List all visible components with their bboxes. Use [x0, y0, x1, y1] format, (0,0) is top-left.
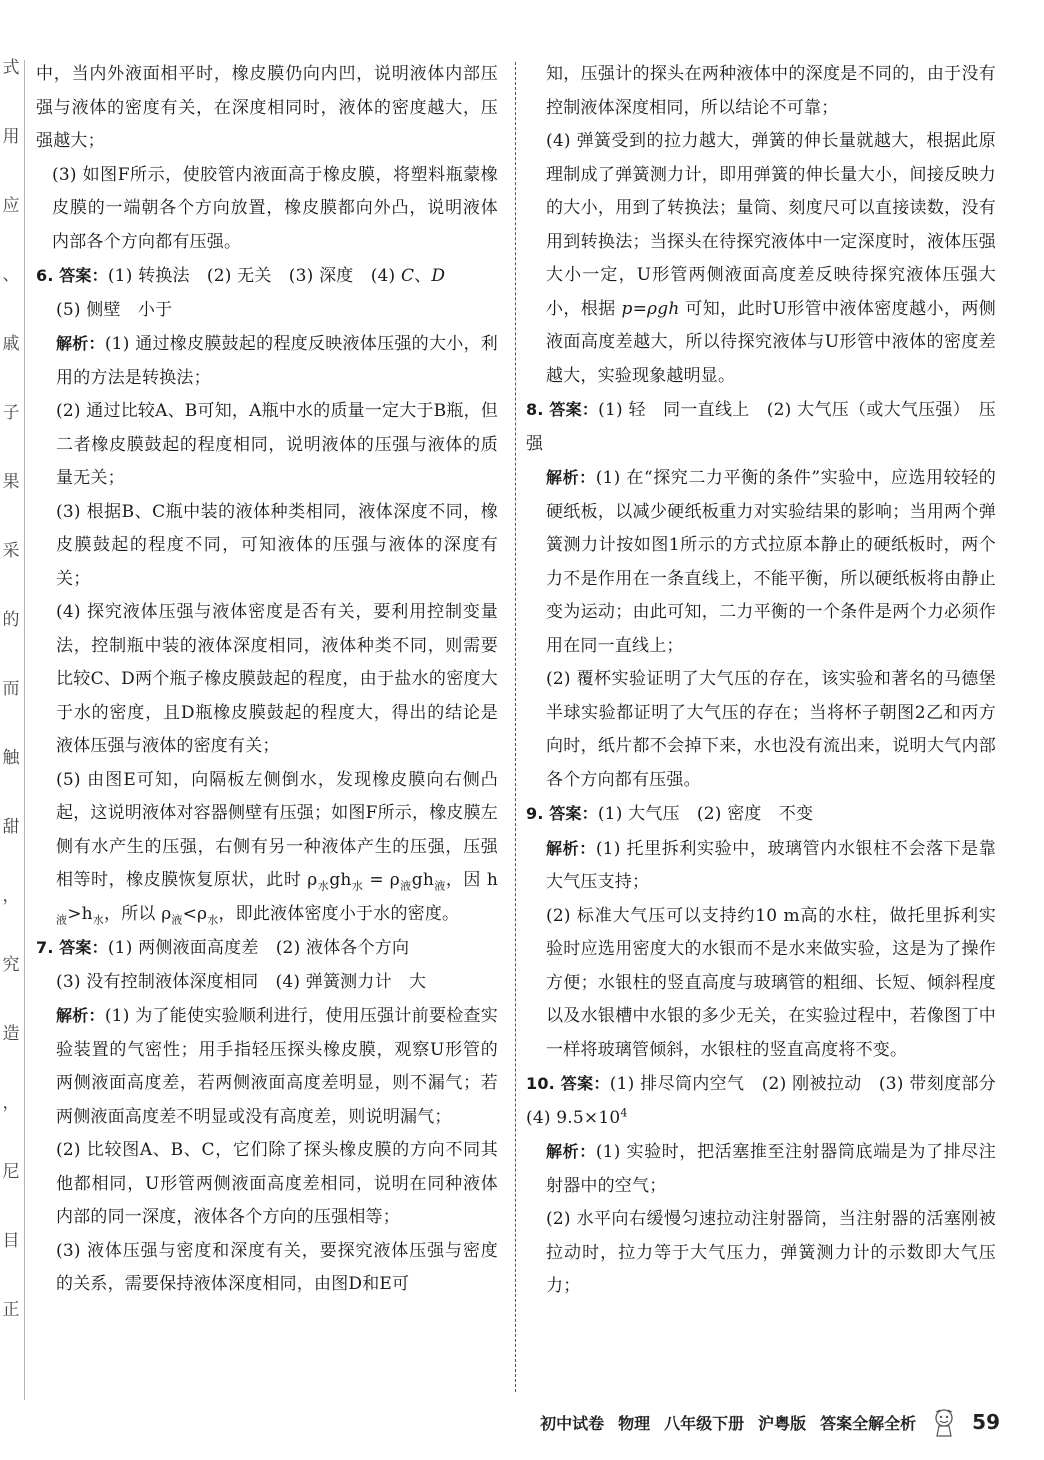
footer-series: 初中试卷: [540, 1413, 605, 1433]
margin-char: ，: [2, 1093, 20, 1113]
explanation-text: (2) 标准大气压可以支持约10 m高的水柱，做托里拆利实验时应选用密度大的水银而不是水来做实验，这是为了操作方便；水银柱的竖直高度与玻璃管的粗细、长短、倾斜程度以及水银槽中水银的多少无关，在实验过程中，若像图丁中一样将玻璃管倾斜，水银柱的竖直高度将不变。: [546, 905, 996, 1060]
explanation-text: (2) 覆杯实验证明了大气压的存在，该实验和著名的马德堡半球实验都证明了大气压的存在；当将杯子朝图2乙和丙方向时，纸片都不会掉下来，水也没有流出来，说明大气内部各个方向都有压强。: [546, 669, 996, 790]
explanation-text: (4) 探究液体压强与液体密度是否有关，要利用控制变量法，控制瓶中装的液体深度相同，液体种类不同，则需要比较C、D两个瓶子橡皮膜鼓起的程度，由于盐水的密度大于水的密度，且D瓶橡皮膜鼓起的程度大，得出的结论是液体压强与液体的密度有关；: [56, 602, 498, 756]
margin-char: 子: [2, 403, 20, 423]
margin-char: 戚: [2, 334, 20, 354]
answer-text: (1) 轻 同一直线上 (2) 大气压（或大气压强） 压强: [526, 400, 996, 454]
answer-text: (1) 大气压 (2) 密度 不变: [597, 804, 814, 824]
explanation-text: (1) 实验时，把活塞推至注射器筒底端是为了排尽注射器中的空气；: [546, 1142, 996, 1196]
explanation-tag: 解析：: [546, 1142, 596, 1161]
paragraph: 知，压强计的探头在两种液体中的深度是不同的，由于没有控制液体深度相同，所以结论不可靠；: [546, 64, 996, 118]
answer-text: C: [400, 266, 415, 286]
answer-tag: 答案：: [59, 266, 108, 285]
footer-subject: 物理: [618, 1413, 651, 1433]
explanation-text: (1) 通过橡皮膜鼓起的程度反映液体压强的大小，利用的方法是转换法；: [56, 334, 498, 388]
answer-text: (1) 两侧液面高度差 (2) 液体各个方向: [107, 938, 410, 958]
column-divider: [515, 62, 516, 1392]
exponent: 4: [620, 1105, 628, 1119]
margin-char: 目: [2, 1231, 20, 1251]
answer-text: 、: [414, 266, 432, 286]
margin-char: 式: [2, 58, 20, 78]
margin-char: 究: [2, 955, 20, 975]
explanation-text: (2) 比较图A、B、C，它们除了探头橡皮膜的方向不同其他都相同，U形管两侧液面高度差相同，说明在同种液体内部的同一深度，液体各个方向的压强相等；: [56, 1140, 498, 1227]
margin-char: 正: [2, 1300, 20, 1320]
question-number: 6.: [36, 266, 54, 285]
explanation: [36, 327, 498, 395]
explanation-tag: 解析：: [546, 838, 596, 858]
explanation: [526, 1135, 996, 1203]
explanation-tag: 解析：: [56, 334, 105, 353]
margin-char: 甜: [2, 817, 20, 837]
explanation: [36, 999, 498, 1134]
footer-edition: 沪粤版: [758, 1413, 807, 1433]
explanation-tag: 解析：: [56, 1006, 105, 1025]
page-footer: [440, 1404, 1000, 1440]
answer-tag: 答案：: [549, 804, 598, 823]
question-7-answer: [36, 931, 498, 966]
margin-char: 造: [2, 1024, 20, 1044]
answer-text: (5) 侧壁 小于: [56, 299, 173, 320]
explanation-text: (3) 液体压强与密度和深度有关，要探究液体压强与密度的关系，需要保持液体深度相同，由图D和E可: [56, 1240, 498, 1294]
paragraph: (4) 弹簧受到的拉力越大，弹簧的伸长量就越大，根据此原理制成了弹簧测力计，即用弹簧的伸长量大小，间接反映力的大小，用到了转换法；量筒、刻度尺可以直接读数，没有用到转换法；当探头在待探究液体中一定深度时，液体压强大小一定，U形管两侧液面高度差反映待探究液体压强大小，根据 p=ρgh 可知，此时U形管中液体密度越小，两侧液面高度差越大，所以待探究液体与U形管中液体的密度差越大，实验现象越明显。: [546, 131, 996, 386]
margin-char: 而: [2, 679, 20, 699]
explanation-text: (3) 根据B、C瓶中装的液体种类相同，液体深度不同，橡皮膜鼓起的程度不同，可知液体的压强与液体的深度有关；: [56, 501, 498, 589]
answer-text: D: [431, 266, 446, 286]
answer-tag: 答案：: [560, 1074, 610, 1093]
explanation-text: (2) 水平向右缓慢匀速拉动注射器筒，当注射器的活塞刚被拉动时，拉力等于大气压力，弹簧测力计的示数即大气压力；: [546, 1209, 996, 1296]
explanation: [526, 832, 996, 900]
footer-grade: 八年级下册: [664, 1413, 745, 1433]
question-number: 7.: [36, 938, 54, 957]
margin-char: 应: [2, 196, 20, 216]
margin-char: 尼: [2, 1162, 20, 1182]
question-6-answer: [36, 259, 498, 294]
question-9-answer: [526, 797, 996, 832]
margin-char: 的: [2, 610, 20, 630]
right-column: [526, 58, 1014, 1398]
explanation-text: (5) 由图E可知，向隔板左侧倒水，发现橡皮膜向右侧凸起，这说明液体对容器侧壁有压强；如图F所示，橡皮膜左侧有水产生的压强，右侧有另一种液体产生的压强，压强相等时，橡皮膜恢复原状，此时 $\rho_水gh_水 = \rho_液gh_液$，因 $h_液>h_水$，所以 $\rho_液<\rho_水$，即此液体密度小于水的密度。: [56, 769, 499, 926]
binding-margin-text: [0, 60, 22, 1400]
margin-char: 、: [2, 265, 20, 285]
explanation: [526, 461, 996, 663]
question-number: 9.: [526, 804, 544, 823]
answer-tag: 答案：: [59, 938, 108, 957]
explanation-tag: 解析：: [546, 468, 596, 487]
mascot-icon: [930, 1407, 958, 1437]
answer-tag: 答案：: [549, 400, 599, 419]
footer-brand: 答案全解全析: [820, 1413, 917, 1433]
explanation-text: (1) 托里拆利实验中，玻璃管内水银柱不会落下是靠大气压支持；: [546, 838, 996, 892]
page-number: 59: [972, 1410, 1000, 1434]
binding-margin-line: [24, 60, 25, 1400]
explanation-text: (1) 在“探究二力平衡的条件”实验中，应选用较轻的硬纸板，以减少硬纸板重力对实验结果的影响；当用两个弹簧测力计按如图1所示的方式拉原本静止的硬纸板时，两个力不是作用在一条直线上，不能平衡，所以硬纸板将由静止变为运动；由此可知，二力平衡的一个条件是两个力必须作用在同一直线上；: [546, 468, 996, 656]
question-number: 8.: [526, 400, 544, 419]
question-number: 10.: [526, 1074, 555, 1093]
margin-char: 果: [2, 472, 20, 492]
answer-text: (1) 转换法 (2) 无关 (3) 深度 (4): [107, 266, 401, 286]
question-10-answer: [526, 1067, 1014, 1135]
left-column: [36, 58, 498, 1398]
margin-char: 触: [2, 748, 20, 768]
margin-char: 用: [2, 127, 20, 147]
answer-text: (3) 没有控制液体深度相同 (4) 弹簧测力计 大: [56, 971, 427, 992]
question-8-answer: [526, 393, 996, 461]
formula: p=ρgh: [621, 298, 680, 319]
answer-text: (1) 排尽筒内空气 (2) 刚被拉动 (3) 带刻度部分 (4) 9.5×10: [526, 1074, 1014, 1128]
explanation-text: (1) 为了能使实验顺利进行，使用压强计前要检查实验装置的气密性；用手指轻压探头橡皮膜，观察U形管的两侧液面高度差，若两侧液面高度差明显，则不漏气；若两侧液面高度差不明显或没有高度差，则说明漏气；: [56, 1006, 498, 1127]
explanation-text: (2) 通过比较A、B可知，A瓶中水的质量一定大于B瓶，但二者橡皮膜鼓起的程度相同，说明液体的压强与液体的质量无关；: [56, 401, 498, 488]
paragraph: (3) 如图F所示，使胶管内液面高于橡皮膜，将塑料瓶蒙橡皮膜的一端朝各个方向放置，橡皮膜都向外凸，说明液体内部各个方向都有压强。: [52, 164, 498, 252]
margin-char: 采: [2, 541, 20, 561]
margin-char: ，: [2, 886, 20, 906]
paragraph: 中，当内外液面相平时，橡皮膜仍向内凹，说明液体内部压强与液体的密度有关，在深度相同时，液体的密度越大，压强越大；: [36, 64, 498, 151]
